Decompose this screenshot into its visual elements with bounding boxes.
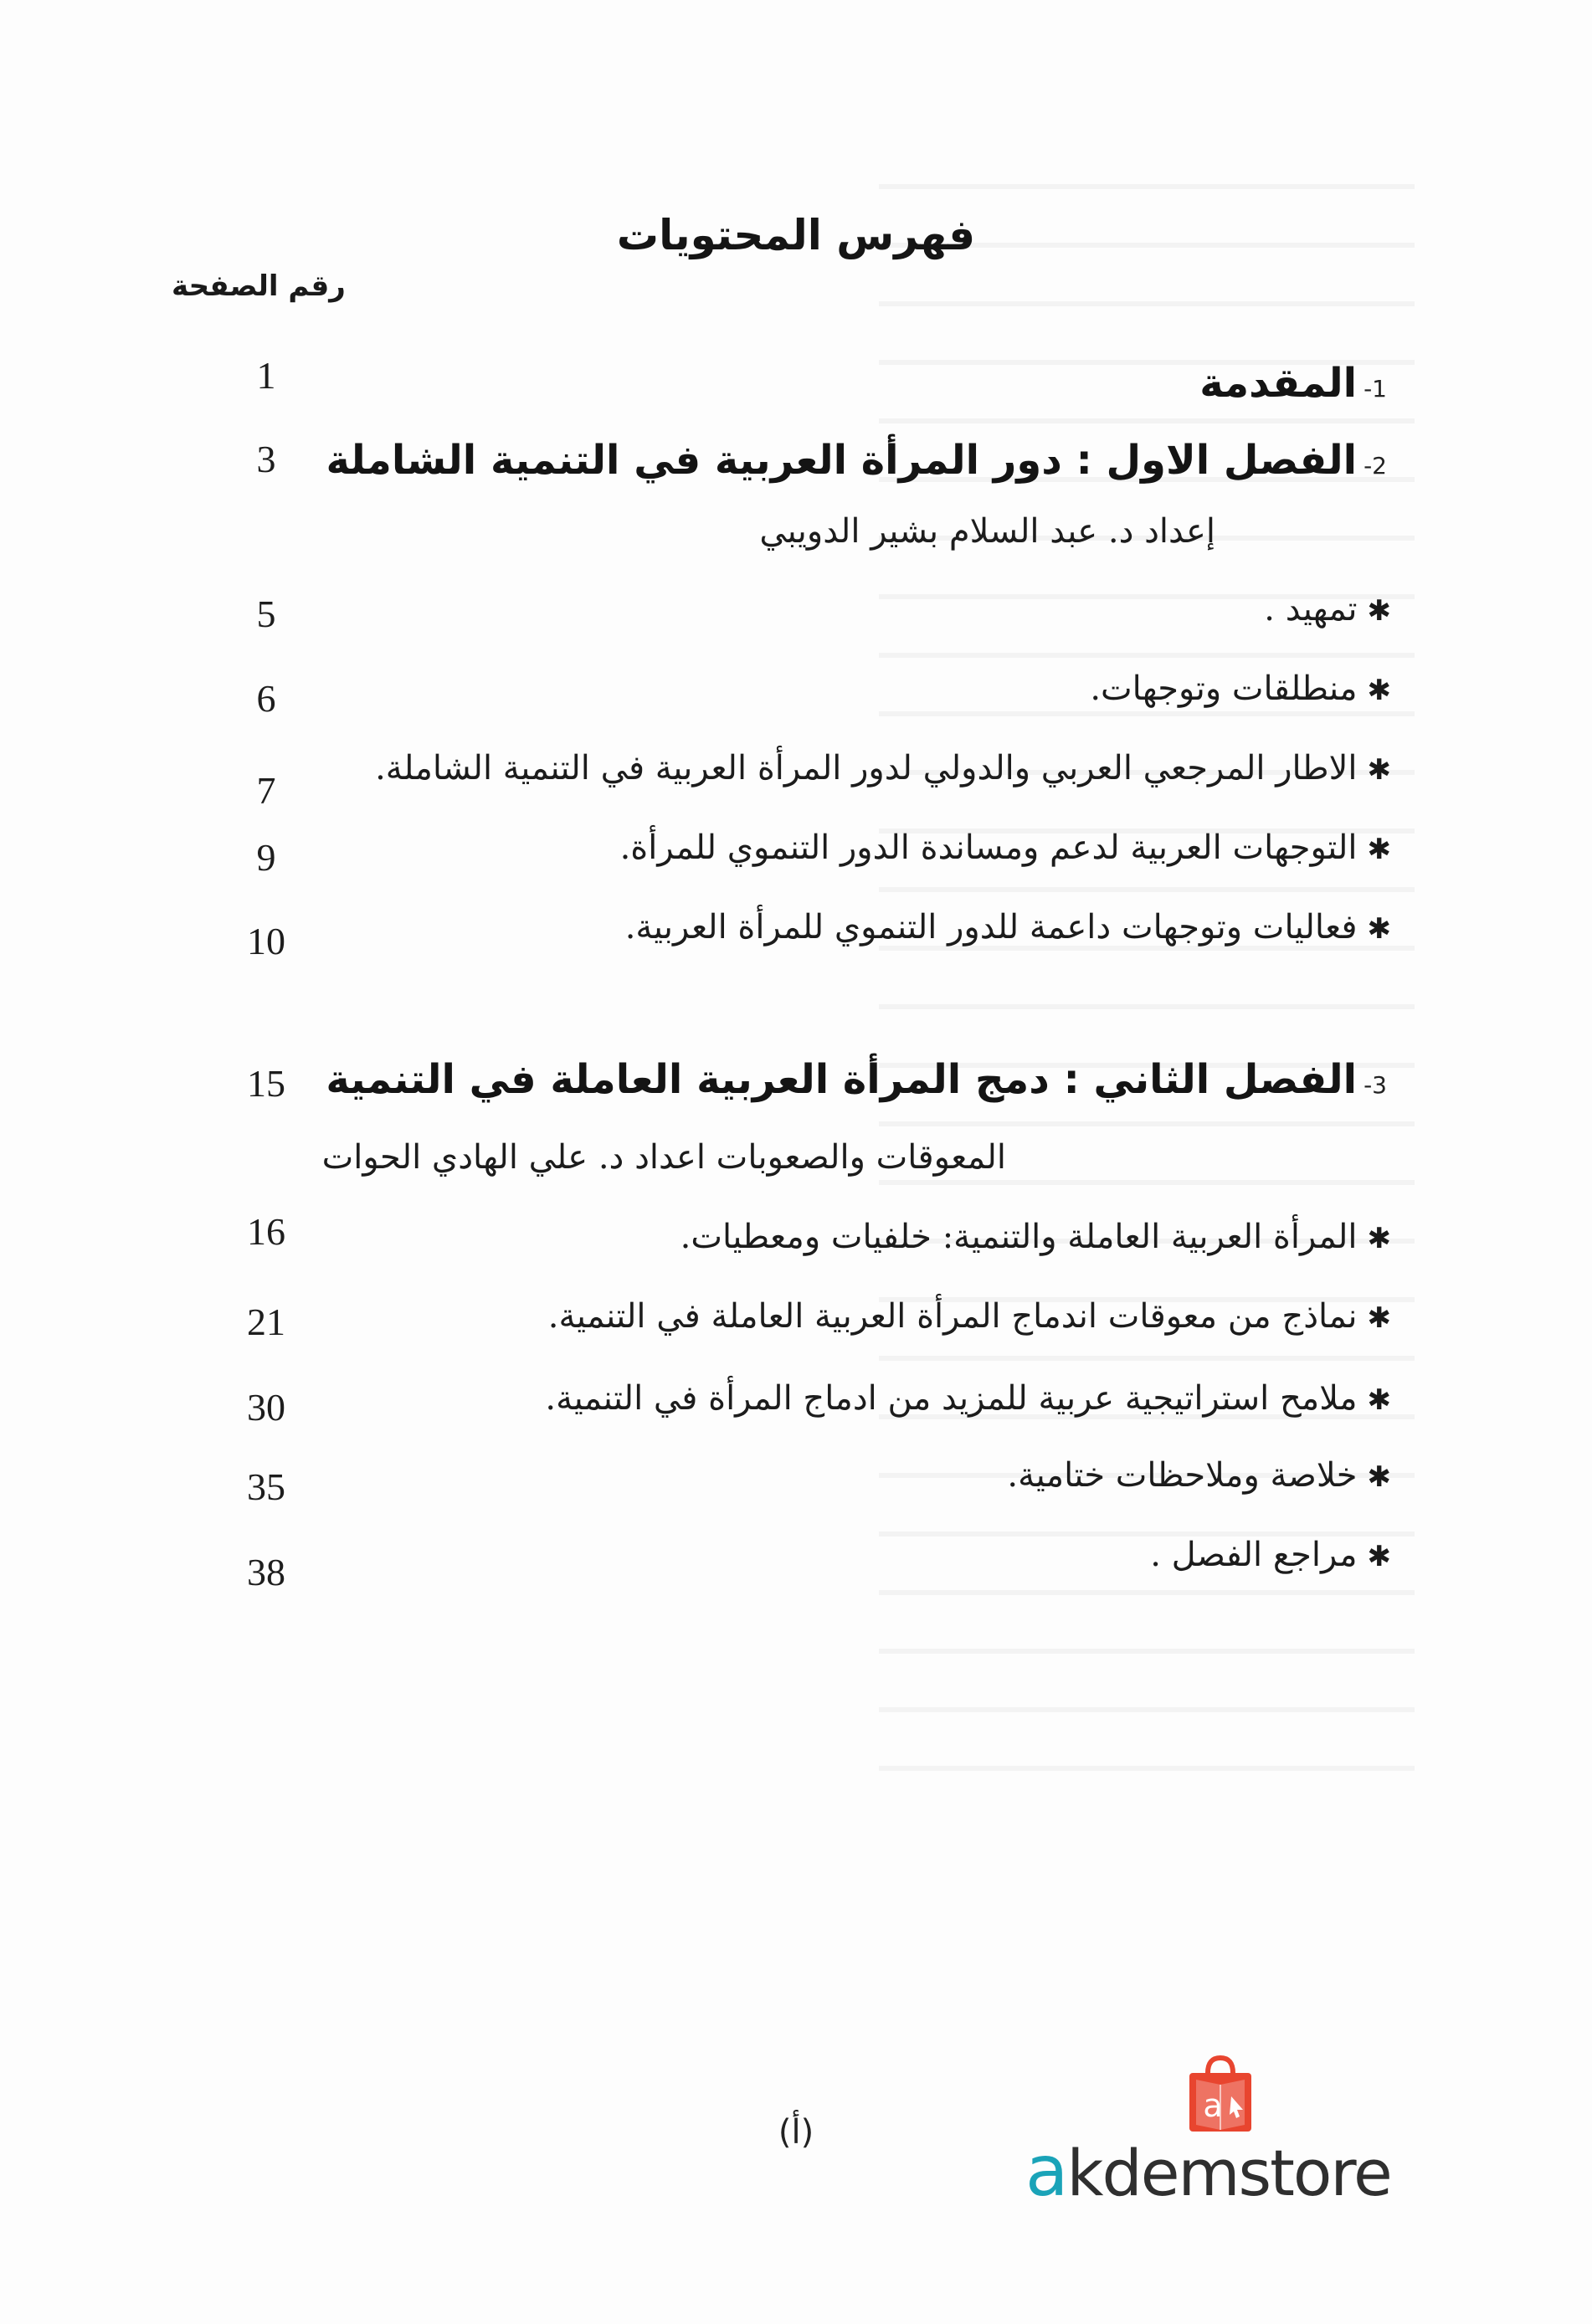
toc-chapter-2[interactable] xyxy=(326,1056,1387,1103)
entry-title: نماذج من معوقات اندماج المرأة العربية العاملة في التنمية. xyxy=(547,1297,1358,1336)
asterisk-bullet-icon: ✱ xyxy=(1367,833,1391,866)
entry-number: 2- xyxy=(1363,452,1387,480)
asterisk-bullet-icon: ✱ xyxy=(1367,1460,1391,1494)
entry-title: المرأة العربية العاملة والتنمية: خلفيات ومعطيات. xyxy=(680,1218,1358,1256)
entry-title: فعاليات وتوجهات داعمة للدور التنموي للمرأة العربية. xyxy=(624,908,1358,947)
toc-item[interactable] xyxy=(375,749,1391,787)
asterisk-bullet-icon: ✱ xyxy=(1367,674,1391,707)
bag-letter: a xyxy=(1203,2087,1223,2124)
toc-item[interactable] xyxy=(545,1379,1391,1418)
page-number: 3 xyxy=(256,438,276,480)
entry-title: مراجع الفصل . xyxy=(1150,1536,1358,1574)
page-number: 5 xyxy=(256,593,276,635)
entry-title: التوجهات العربية لدعم ومساندة الدور التنموي للمرأة. xyxy=(619,829,1358,867)
asterisk-bullet-icon: ✱ xyxy=(1367,1383,1391,1417)
page-number: 6 xyxy=(256,677,276,720)
page-number: 30 xyxy=(247,1386,285,1429)
brand-name xyxy=(1025,2130,1391,2212)
page-marker: (أ) xyxy=(778,2113,814,2152)
toc-item[interactable] xyxy=(1007,1456,1391,1495)
toc-item[interactable] xyxy=(625,908,1391,947)
page-number: 38 xyxy=(247,1551,285,1593)
entry-number: 3- xyxy=(1363,1071,1387,1099)
toc-item[interactable] xyxy=(620,829,1391,867)
asterisk-bullet-icon: ✱ xyxy=(1367,912,1391,946)
asterisk-bullet-icon: ✱ xyxy=(1367,1301,1391,1335)
page-number: 10 xyxy=(247,920,285,962)
entry-title: الفصل الاول : دور المرأة العربية في التنمية الشاملة xyxy=(326,437,1358,484)
page-number: 7 xyxy=(256,769,276,812)
brand-rest: kdemstore xyxy=(1066,2136,1391,2210)
entry-title: ملامح استراتيجية عربية للمزيد من ادماج المرأة في التنمية. xyxy=(545,1379,1358,1418)
toc-item[interactable] xyxy=(1150,1536,1391,1574)
akdemstore-watermark-logo xyxy=(1025,2055,1435,2212)
toc-chapter-1[interactable] xyxy=(326,437,1387,484)
page-number: 1 xyxy=(256,354,276,397)
toc-item[interactable] xyxy=(1090,669,1391,708)
asterisk-bullet-icon: ✱ xyxy=(1367,594,1391,628)
asterisk-bullet-icon: ✱ xyxy=(1367,1540,1391,1573)
entry-title: منطلقات وتوجهات. xyxy=(1090,669,1358,708)
page-number: 16 xyxy=(247,1210,285,1253)
chapter-1-author: إعداد د. عبد السلام بشير الدويبي xyxy=(759,512,1215,551)
brand-accent-letter: a xyxy=(1025,2130,1067,2212)
page-number: 15 xyxy=(247,1062,285,1105)
asterisk-bullet-icon: ✱ xyxy=(1367,1222,1391,1255)
entry-title: خلاصة وملاحظات ختامية. xyxy=(1007,1456,1358,1495)
page-number: 35 xyxy=(247,1465,285,1508)
asterisk-bullet-icon: ✱ xyxy=(1367,753,1391,787)
toc-item[interactable] xyxy=(548,1297,1391,1336)
entry-title: المقدمة xyxy=(1199,360,1358,407)
toc-item[interactable] xyxy=(680,1218,1391,1256)
entry-number: 1- xyxy=(1363,375,1387,403)
page-title: فهرس المحتويات xyxy=(616,211,976,259)
toc-item[interactable] xyxy=(1264,590,1391,628)
entry-title: تمهيد . xyxy=(1264,590,1358,628)
page-number: 21 xyxy=(247,1301,285,1343)
toc-chapter-intro[interactable] xyxy=(1199,360,1387,407)
entry-title: الاطار المرجعي العربي والدولي لدور المرأة العربية في التنمية الشاملة. xyxy=(375,749,1358,787)
entry-title: الفصل الثاني : دمج المرأة العربية العاملة في التنمية xyxy=(326,1056,1358,1103)
chapter-2-author: المعوقات والصعوبات اعداد د. علي الهادي الحوات xyxy=(321,1138,1006,1177)
page-number: 9 xyxy=(256,836,276,879)
page-number-column-header: رقم الصفحة xyxy=(172,269,346,303)
shopping-bag-book-icon xyxy=(1184,2055,1256,2135)
